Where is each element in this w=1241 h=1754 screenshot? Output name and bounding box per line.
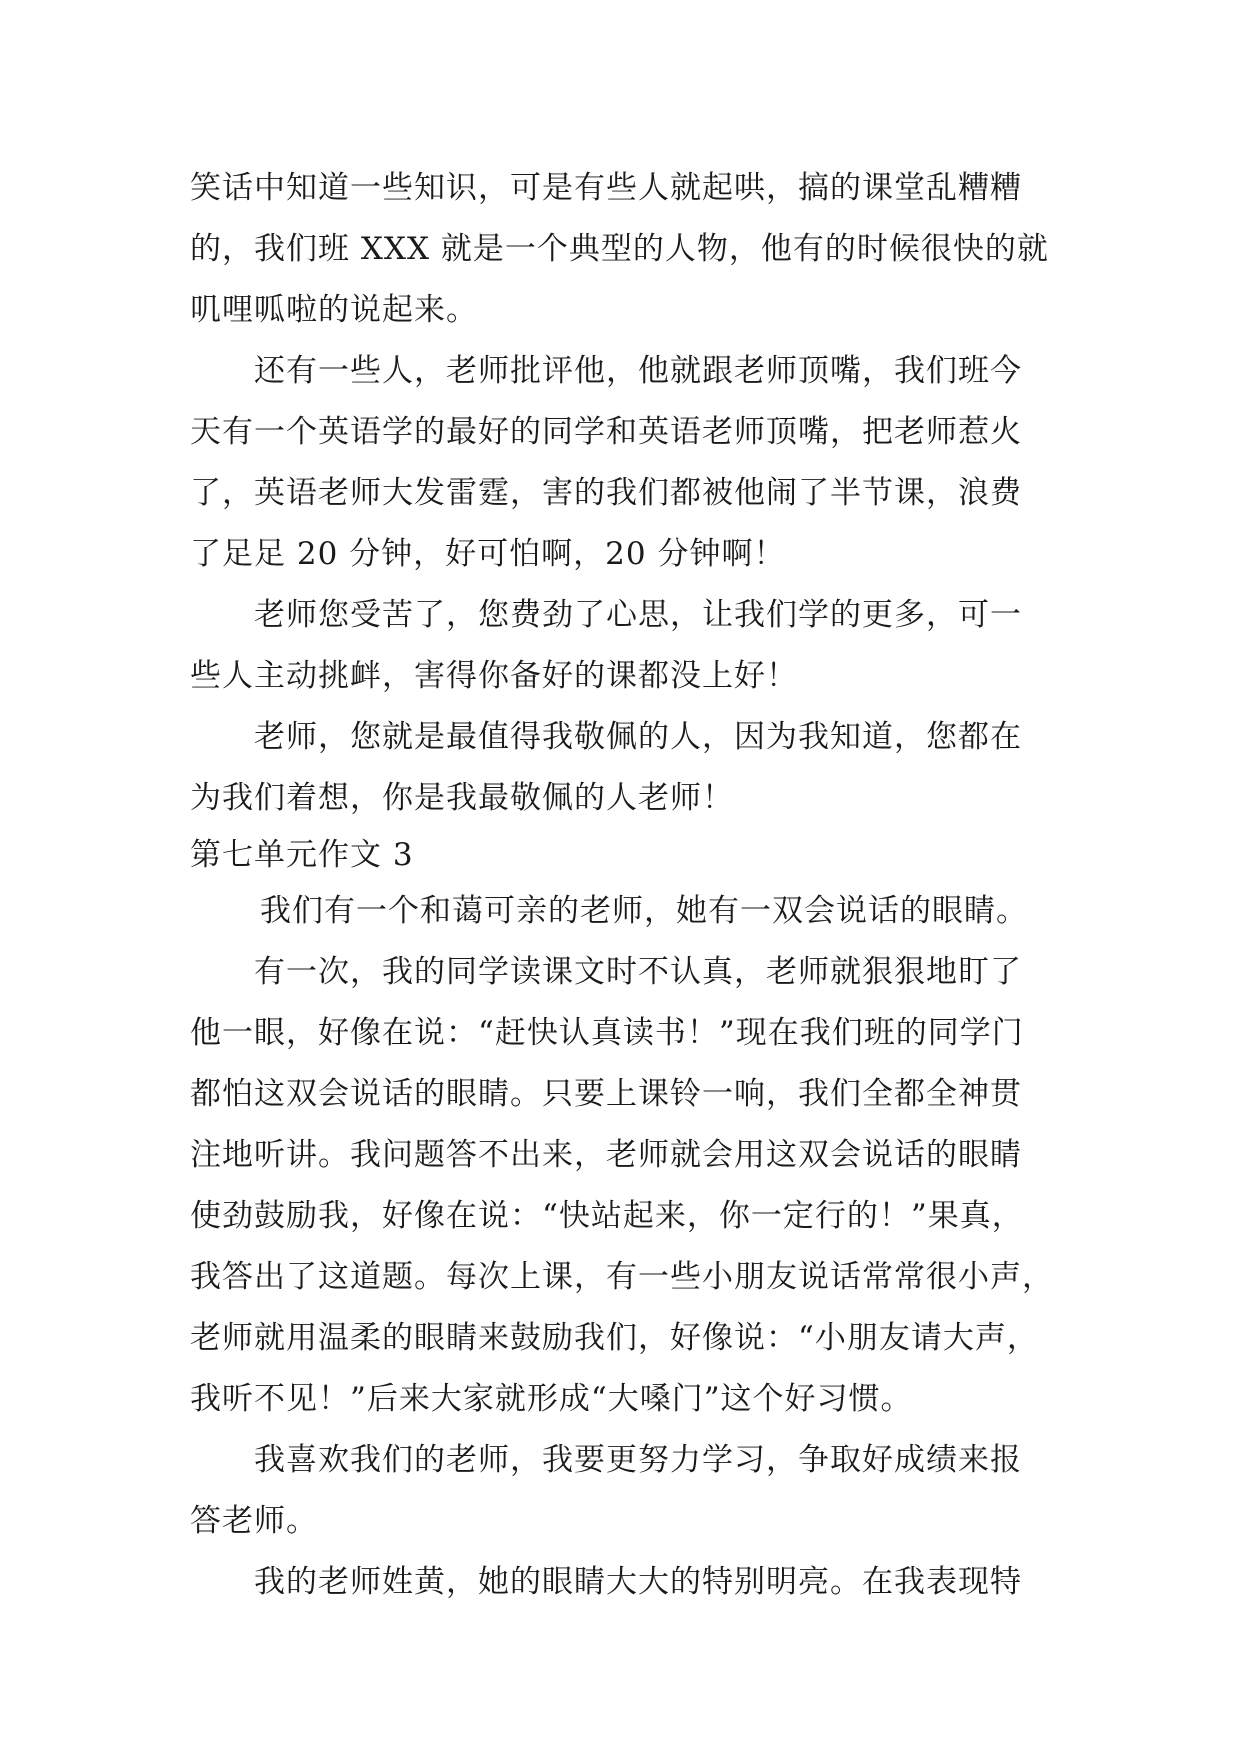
paragraph-start: 老师您受苦了，您费劲了心思，让我们学的更多，可一 xyxy=(254,597,1022,633)
text-line: 的，我们班 XXX 就是一个典型的人物，他有的时候很快的就 xyxy=(190,231,1049,267)
paragraph-start: 我的老师姓黄，她的眼睛大大的特别明亮。在我表现特 xyxy=(254,1564,1022,1600)
text-line: 都怕这双会说话的眼睛。只要上课铃一响，我们全都全神贯 xyxy=(190,1076,1022,1112)
text-line: 了足足 20 分钟，好可怕啊，20 分钟啊！ xyxy=(190,536,786,572)
paragraph-start: 老师，您就是最值得我敬佩的人，因为我知道，您都在 xyxy=(254,719,1022,755)
text-line: 我听不见！”后来大家就形成“大嗓门”这个好习惯。 xyxy=(190,1381,913,1417)
text-line: 叽哩呱啦的说起来。 xyxy=(190,292,478,328)
text-line: 他一眼，好像在说：“赶快认真读书！”现在我们班的同学门 xyxy=(190,1015,1024,1051)
text-line: 我答出了这道题。每次上课，有一些小朋友说话常常很小声， xyxy=(190,1259,1054,1295)
text-line: 为我们着想，你是我最敬佩的人老师！ xyxy=(190,780,734,816)
text-line: 些人主动挑衅，害得你备好的课都没上好！ xyxy=(190,658,798,694)
paragraph-start: 还有一些人，老师批评他，他就跟老师顶嘴，我们班今 xyxy=(254,353,1022,389)
document-body xyxy=(190,158,1070,1613)
section-heading: 第七单元作文 3 xyxy=(190,837,414,873)
paragraph-start: 有一次，我的同学读课文时不认真，老师就狠狠地盯了 xyxy=(254,954,1022,990)
paragraph-start: 我们有一个和蔼可亲的老师，她有一双会说话的眼睛。 xyxy=(260,893,1028,929)
text-line: 笑话中知道一些知识，可是有些人就起哄，搞的课堂乱糟糟 xyxy=(190,170,1022,206)
text-line: 使劲鼓励我，好像在说：“快站起来，你一定行的！”果真， xyxy=(190,1198,1024,1234)
text-line: 了，英语老师大发雷霆，害的我们都被他闹了半节课，浪费 xyxy=(190,475,1022,511)
paragraph-start: 我喜欢我们的老师，我要更努力学习，争取好成绩来报 xyxy=(254,1442,1022,1478)
text-line: 老师就用温柔的眼睛来鼓励我们，好像说：“小朋友请大声， xyxy=(190,1320,1039,1356)
text-line: 答老师。 xyxy=(190,1503,318,1539)
text-line: 天有一个英语学的最好的同学和英语老师顶嘴，把老师惹火 xyxy=(190,414,1022,450)
text-line: 注地听讲。我问题答不出来，老师就会用这双会说话的眼睛 xyxy=(190,1137,1022,1173)
